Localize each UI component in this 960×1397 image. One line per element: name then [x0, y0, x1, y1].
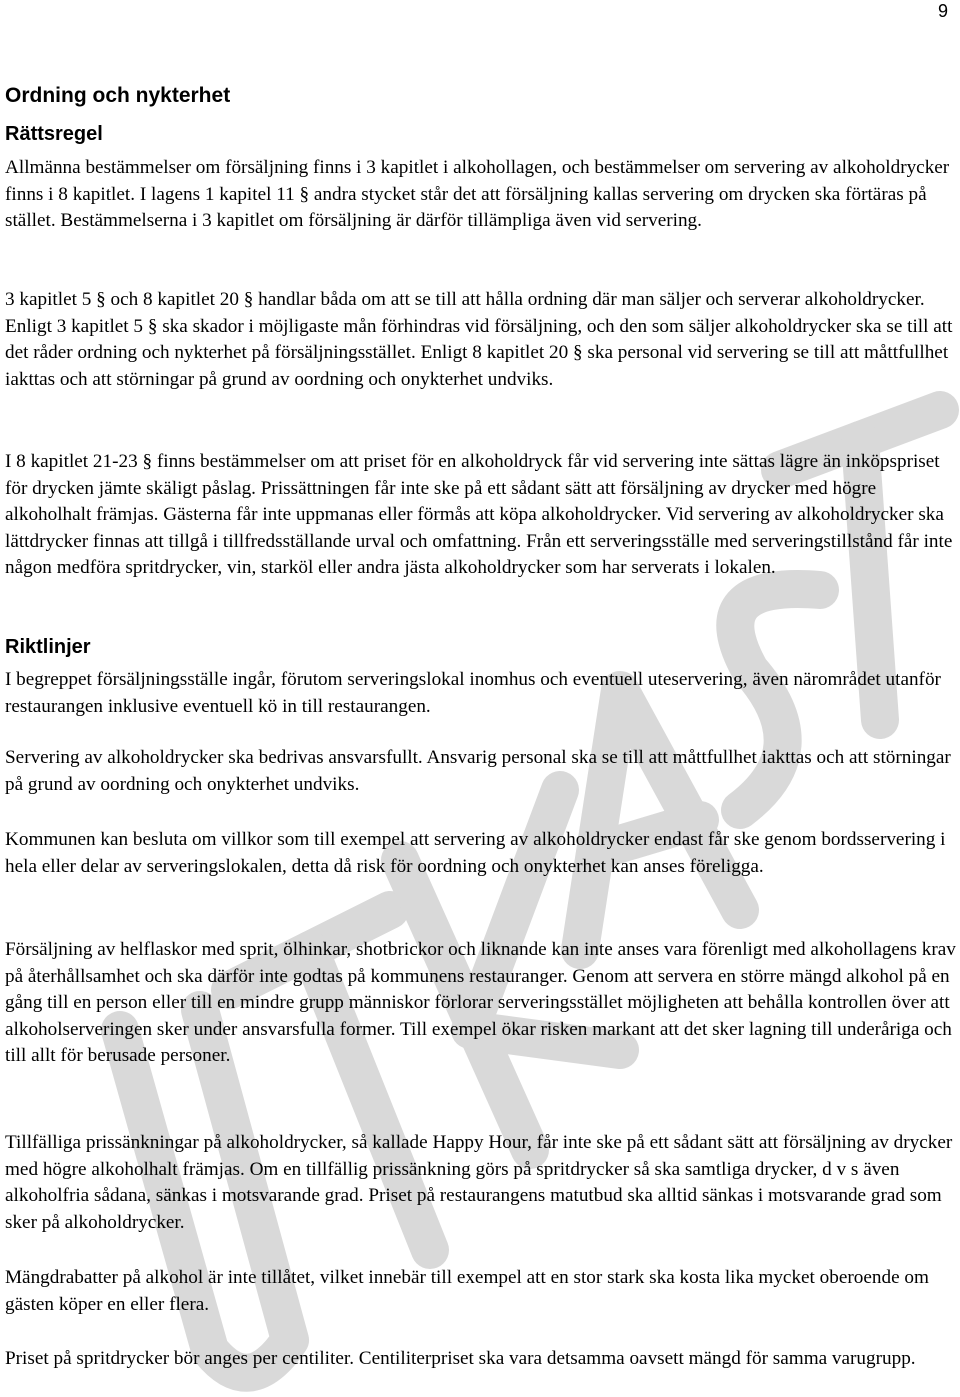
rattsregel-paragraph-1-block	[5, 155, 957, 235]
riktlinjer-paragraph-1-block	[5, 667, 957, 720]
riktlinjer-paragraph-2-block	[5, 745, 957, 798]
rattsregel-paragraph-2-block	[5, 287, 957, 393]
riktlinjer-heading: Riktlinjer	[5, 636, 91, 658]
rattsregel-paragraph-3: I 8 kapitlet 21-23 § finns bestämmelser om att priset för en alkoholdryck får vid servering inte sättas lägre än inköpspriset för drycken jämte skäligt påslag. Prissättningen får inte ske på ett sådant sätt att försäljning av drycker med högre alkoholhalt främjas. Gästerna får inte uppmanas eller förmås att köpa alkoholdrycker. Vid servering av alkoholdrycker ska lättdrycker finnas att tillgå i tillfredsställande urval och omfattning. Från ett serveringsställe med serveringstillstånd får inte någon medföra spritdrycker, vin, starköl eller andra jästa alkoholdrycker som har serverats i lokalen.	[5, 451, 953, 579]
rattsregel-paragraph-3-block	[5, 449, 957, 582]
rattsregel-heading: Rättsregel	[5, 123, 103, 145]
riktlinjer-paragraph-2: Servering av alkoholdrycker ska bedrivas ansvarsfullt. Ansvarig personal ska se till att måttfullhet iakttas och att störningar på grund av oordning och onykterhet undviks.	[5, 747, 951, 795]
rattsregel-paragraph-1: Allmänna bestämmelser om försäljning finns i 3 kapitlet i alkohollagen, och bestämmelser om servering av alkoholdrycker finns i 8 kapitlet. I lagens 1 kapitel 11 § andra stycket står det att försäljning kallas servering om drycken ska förtäras på stället. Bestämmelserna i 3 kapitlet om försäljning är därför tillämpliga även vid servering.	[5, 157, 950, 232]
rattsregel-section	[5, 123, 957, 146]
page-number: 9	[937, 1, 948, 21]
riktlinjer-paragraph-4: Försäljning av helflaskor med sprit, ölhinkar, shotbrickor och liknande kan inte anses vara förenligt med alkohollagens krav på återhållsamhet och ska därför inte godtas på kommunens restauranger. Genom att servera en större mängd alkohol på en gång till en person eller till en mindre grupp människor förlorar serveringsstället möjligheten att behålla kontrollen över att alkoholserveringen sker under ansvarsfulla former. Till exempel ökar risken markant att det sker lagning till underåriga och till allt för berusade personer.	[5, 939, 956, 1067]
riktlinjer-paragraph-3: Kommunen kan besluta om villkor som till exempel att servering av alkoholdrycker endast får ske genom bordsservering i hela eller delar av serveringslokalen, detta då risk för oordning och onykterhet kan anses föreligga.	[5, 829, 946, 877]
riktlinjer-paragraph-5-block	[5, 1130, 957, 1236]
riktlinjer-paragraph-6-block	[5, 1265, 957, 1318]
riktlinjer-paragraph-4-block	[5, 937, 957, 1070]
riktlinjer-paragraph-3-block	[5, 827, 957, 880]
section-title: Ordning och nykterhet	[5, 84, 231, 107]
rattsregel-paragraph-2: 3 kapitlet 5 § och 8 kapitlet 20 § handlar båda om att se till att hålla ordning där man säljer och serverar alkoholdrycker. Enligt 3 kapitlet 5 § ska skador i möjligaste mån förhindras vid försäljning, och den som säljer alkoholdrycker ska se till att det råder ordning och nykterhet på försäljningsstället. Enligt 8 kapitlet 20 § ska personal vid servering se till att måttfullhet iakttas och att störningar på grund av oordning och onykterhet undviks.	[5, 289, 953, 390]
riktlinjer-paragraph-7: Priset på spritdrycker bör anges per centiliter. Centiliterpriset ska vara detsamma oavsett mängd för samma varugrupp.	[5, 1348, 916, 1369]
riktlinjer-paragraph-7-block	[5, 1346, 957, 1373]
riktlinjer-paragraph-1: I begreppet försäljningsställe ingår, förutom serveringslokal inomhus och eventuell uteservering, även närområdet utanför restaurangen inklusive eventuell kö in till restaurangen.	[5, 669, 941, 717]
riktlinjer-paragraph-5: Tillfälliga prissänkningar på alkoholdrycker, så kallade Happy Hour, får inte ske på ett sådant sätt att försäljning av drycker med högre alkoholhalt främjas. Om en tillfällig prissänkning görs på spritdrycker så ska samtliga drycker, d v s även alkoholfria sådana, sänkas i motsvarande grad. Priset på restaurangens matutbud ska alltid sänkas i motsvarande grad som sker på alkoholdrycker.	[5, 1132, 953, 1233]
riktlinjer-paragraph-6: Mängdrabatter på alkohol är inte tillåtet, vilket innebär till exempel att en stor stark ska kosta lika mycket oberoende om gästen köper en eller flera.	[5, 1267, 929, 1315]
riktlinjer-section	[5, 636, 957, 659]
